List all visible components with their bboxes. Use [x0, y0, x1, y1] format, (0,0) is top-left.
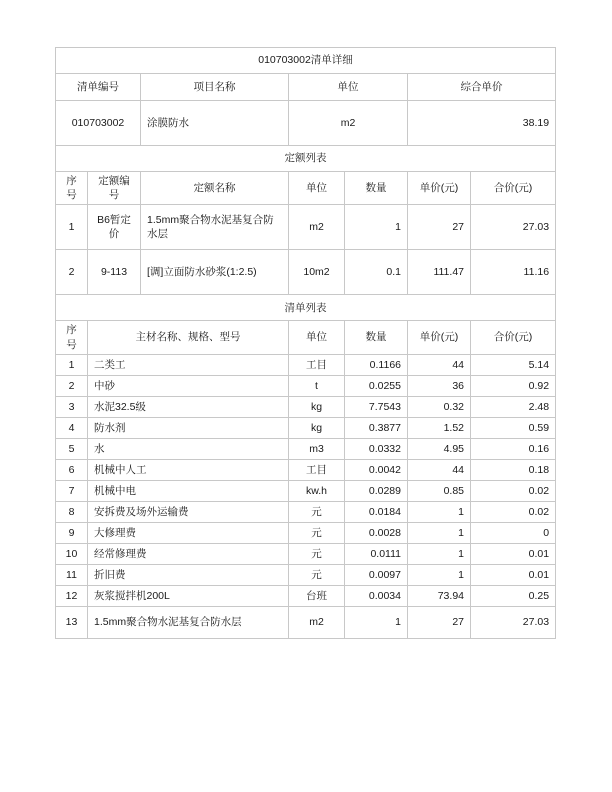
bill-row-price: 73.94: [408, 585, 471, 606]
summary-header-name: 项目名称: [141, 74, 289, 101]
bill-row-unit: 元: [289, 522, 345, 543]
bill-row-qty: 0.0332: [345, 438, 408, 459]
quota-row-code: B6暂定价: [88, 205, 141, 250]
summary-header-unit: 单位: [289, 74, 408, 101]
bill-row-seq: 5: [56, 438, 88, 459]
quota-row-total: 11.16: [471, 250, 556, 295]
bill-row-total: 0.01: [471, 543, 556, 564]
summary-data-row: [56, 101, 556, 146]
bill-section-title-row: [56, 295, 556, 321]
bill-row-total: 0.59: [471, 417, 556, 438]
bill-row-seq: 1: [56, 354, 88, 375]
summary-header-unit-price: 综合单价: [408, 74, 556, 101]
bill-row-name: 二类工: [88, 354, 289, 375]
table-row: [56, 396, 556, 417]
cost-detail-table: [55, 47, 556, 639]
bill-row-unit: 元: [289, 564, 345, 585]
table-row: [56, 250, 556, 295]
table-row: [56, 501, 556, 522]
bill-row-qty: 0.0255: [345, 375, 408, 396]
quota-row-price: 111.47: [408, 250, 471, 295]
bill-row-name: 灰浆搅拌机200L: [88, 585, 289, 606]
bill-section-title: 清单列表: [56, 295, 556, 321]
bill-row-qty: 0.0097: [345, 564, 408, 585]
quota-header-qty: 数量: [345, 172, 408, 205]
quota-row-seq: 2: [56, 250, 88, 295]
bill-row-unit: 元: [289, 501, 345, 522]
bill-row-price: 44: [408, 459, 471, 480]
quota-row-total: 27.03: [471, 205, 556, 250]
bill-row-price: 1: [408, 501, 471, 522]
bill-row-price: 27: [408, 606, 471, 638]
bill-row-price: 0.32: [408, 396, 471, 417]
bill-row-seq: 12: [56, 585, 88, 606]
quota-row-unit: m2: [289, 205, 345, 250]
bill-row-unit: m2: [289, 606, 345, 638]
quota-row-name: 1.5mm聚合物水泥基复合防水层: [141, 205, 289, 250]
bill-row-seq: 9: [56, 522, 88, 543]
bill-row-total: 0.16: [471, 438, 556, 459]
quota-row-qty: 0.1: [345, 250, 408, 295]
bill-row-seq: 6: [56, 459, 88, 480]
bill-row-price: 36: [408, 375, 471, 396]
bill-row-price: 44: [408, 354, 471, 375]
table-row: [56, 564, 556, 585]
bill-row-unit: m3: [289, 438, 345, 459]
quota-row-price: 27: [408, 205, 471, 250]
summary-code: 010703002: [56, 101, 141, 146]
bill-row-unit: kw.h: [289, 480, 345, 501]
quota-row-code: 9-113: [88, 250, 141, 295]
table-row: [56, 585, 556, 606]
table-row: [56, 543, 556, 564]
bill-header-seq: 序号: [56, 321, 88, 354]
bill-row-unit: 工目: [289, 459, 345, 480]
bill-row-seq: 10: [56, 543, 88, 564]
bill-row-qty: 0.0034: [345, 585, 408, 606]
table-row: [56, 606, 556, 638]
bill-row-unit: kg: [289, 417, 345, 438]
bill-row-price: 0.85: [408, 480, 471, 501]
bill-row-qty: 0.0028: [345, 522, 408, 543]
bill-row-total: 0.92: [471, 375, 556, 396]
bill-row-price: 1: [408, 543, 471, 564]
quota-section-title: 定额列表: [56, 146, 556, 172]
bill-row-seq: 2: [56, 375, 88, 396]
bill-row-total: 0.01: [471, 564, 556, 585]
document-title: 010703002清单详细: [56, 48, 556, 74]
bill-row-total: 5.14: [471, 354, 556, 375]
table-row: [56, 354, 556, 375]
bill-row-seq: 3: [56, 396, 88, 417]
table-row: [56, 417, 556, 438]
table-row: [56, 522, 556, 543]
bill-row-unit: t: [289, 375, 345, 396]
bill-row-name: 机械中人工: [88, 459, 289, 480]
summary-header-row: [56, 74, 556, 101]
table-row: [56, 205, 556, 250]
quota-row-seq: 1: [56, 205, 88, 250]
quota-row-unit: 10m2: [289, 250, 345, 295]
bill-row-name: 安拆费及场外运输费: [88, 501, 289, 522]
bill-row-total: 0.02: [471, 501, 556, 522]
quota-row-name: [调]立面防水砂浆(1:2.5): [141, 250, 289, 295]
bill-row-unit: 台班: [289, 585, 345, 606]
bill-row-name: 防水剂: [88, 417, 289, 438]
bill-row-seq: 7: [56, 480, 88, 501]
bill-row-price: 1: [408, 564, 471, 585]
bill-header-total: 合价(元): [471, 321, 556, 354]
bill-header-price: 单价(元): [408, 321, 471, 354]
quota-header-price: 单价(元): [408, 172, 471, 205]
bill-row-price: 1.52: [408, 417, 471, 438]
bill-row-qty: 0.0184: [345, 501, 408, 522]
bill-row-unit: kg: [289, 396, 345, 417]
summary-unit-price: 38.19: [408, 101, 556, 146]
quota-header-code: 定额编号: [88, 172, 141, 205]
bill-row-qty: 0.1166: [345, 354, 408, 375]
bill-row-qty: 1: [345, 606, 408, 638]
bill-row-seq: 4: [56, 417, 88, 438]
bill-header-unit: 单位: [289, 321, 345, 354]
bill-row-name: 中砂: [88, 375, 289, 396]
bill-header-row: [56, 321, 556, 354]
bill-row-name: 大修理费: [88, 522, 289, 543]
bill-row-qty: 0.3877: [345, 417, 408, 438]
bill-row-total: 2.48: [471, 396, 556, 417]
quota-header-total: 合价(元): [471, 172, 556, 205]
bill-row-name: 水泥32.5级: [88, 396, 289, 417]
bill-row-total: 0: [471, 522, 556, 543]
bill-header-name: 主材名称、规格、型号: [88, 321, 289, 354]
quota-header-row: [56, 172, 556, 205]
quota-header-unit: 单位: [289, 172, 345, 205]
bill-row-total: 27.03: [471, 606, 556, 638]
table-row: [56, 480, 556, 501]
bill-row-name: 1.5mm聚合物水泥基复合防水层: [88, 606, 289, 638]
quota-section-title-row: [56, 146, 556, 172]
summary-header-code: 清单编号: [56, 74, 141, 101]
table-row: [56, 375, 556, 396]
bill-row-name: 机械中电: [88, 480, 289, 501]
bill-row-seq: 8: [56, 501, 88, 522]
table-row: [56, 459, 556, 480]
bill-row-name: 水: [88, 438, 289, 459]
quota-header-seq: 序号: [56, 172, 88, 205]
bill-row-unit: 工目: [289, 354, 345, 375]
bill-row-name: 经常修理费: [88, 543, 289, 564]
bill-row-unit: 元: [289, 543, 345, 564]
bill-row-price: 1: [408, 522, 471, 543]
bill-row-price: 4.95: [408, 438, 471, 459]
quota-header-name: 定额名称: [141, 172, 289, 205]
summary-unit: m2: [289, 101, 408, 146]
bill-header-qty: 数量: [345, 321, 408, 354]
bill-row-qty: 0.0111: [345, 543, 408, 564]
bill-row-seq: 11: [56, 564, 88, 585]
bill-row-total: 0.18: [471, 459, 556, 480]
bill-row-name: 折旧费: [88, 564, 289, 585]
bill-row-total: 0.02: [471, 480, 556, 501]
bill-row-qty: 0.0289: [345, 480, 408, 501]
bill-row-qty: 7.7543: [345, 396, 408, 417]
bill-row-qty: 0.0042: [345, 459, 408, 480]
bill-row-total: 0.25: [471, 585, 556, 606]
summary-name: 涂膜防水: [141, 101, 289, 146]
table-row: [56, 438, 556, 459]
document-title-row: [56, 48, 556, 74]
quota-row-qty: 1: [345, 205, 408, 250]
bill-row-seq: 13: [56, 606, 88, 638]
